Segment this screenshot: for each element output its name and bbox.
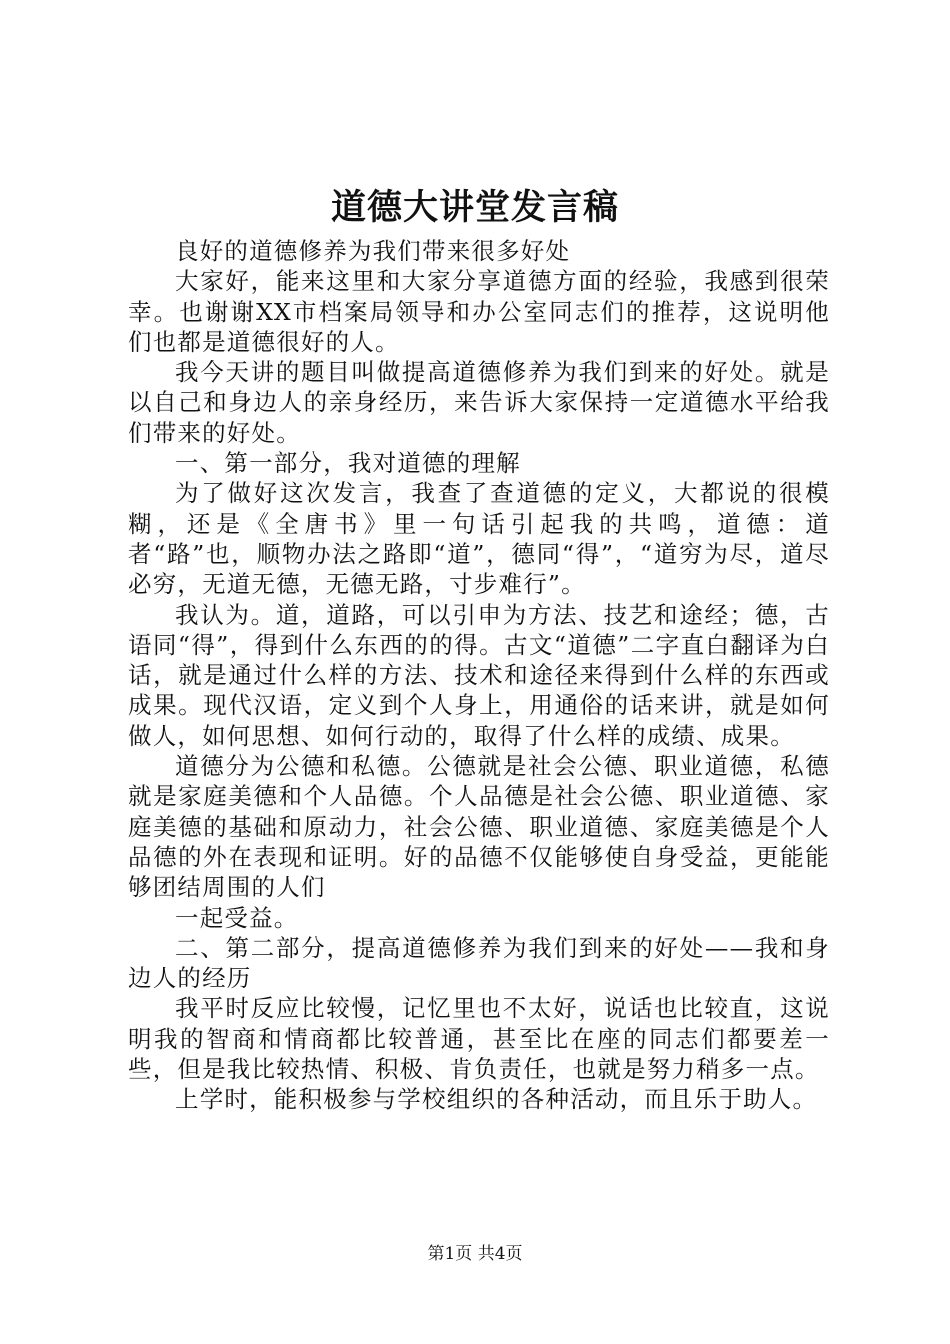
section-heading: 一、第一部分，我对道德的理解 [175, 449, 521, 478]
paragraph: 我认为。道，道路，可以引申为方法、技艺和途经；德，古语同“得”，得到什么东西的的得。古文“道德”二字直白翻译为白话，就是通过什么样的方法、技术和途径来得到什么样的东西或成果。现代汉语，定义到个人身上，用通俗的话来讲，就是如何做人，如何思想、如何行动的，取得了什么样的成绩、成果。 [128, 600, 830, 750]
paragraph: 良好的道德修养为我们带来很多好处 [175, 237, 571, 265]
section-heading: 二、第二部分，提高道德修养为我们到来的好处——我和身边人的经历 [128, 933, 830, 993]
paragraph: 一起受益。 [175, 903, 299, 932]
paragraph: 我平时反应比较慢，记忆里也不太好，说话也比较直，这说明我的智商和情商都比较普通，甚至比在座的同志们都要差一些，但是我比较热情、积极、肯负责任，也就是努力稍多一点。 [128, 994, 830, 1084]
paragraph: 我今天讲的题目叫做提高道德修养为我们到来的好处。就是以自己和身边人的亲身经历，来告诉大家保持一定道德水平给我们带来的好处。 [128, 358, 830, 447]
paragraph: 为了做好这次发言，我查了查道德的定义，大都说的很模糊，还是《全唐书》里一句话引起我的共鸣，道德：道者“路”也，顺物办法之路即“道”，德同“得”，“道穷为尽，道尽必穷，无道无德，无德无路，寸步难行”。 [128, 479, 830, 599]
paragraph: 大家好，能来这里和大家分享道德方面的经验，我感到很荣幸。也谢谢XX市档案局领导和办公室同志们的推荐，这说明他们也都是道德很好的人。 [128, 267, 830, 356]
page-number-footer: 第1页 共4页 [427, 1244, 523, 1264]
document-body [128, 236, 830, 1115]
paragraph: 上学时，能积极参与学校组织的各种活动，而且乐于助人。 [175, 1085, 818, 1114]
page-title: 道德大讲堂发言稿 [330, 187, 619, 228]
paragraph: 道德分为公德和私德。公德就是社会公德、职业道德，私德就是家庭美德和个人品德。个人品德是社会公德、职业道德、家庭美德的基础和原动力，社会公德、职业道德、家庭美德是个人品德的外在表现和证明。好的品德不仅能够使自身受益，更能能够团结周围的人们 [128, 752, 830, 902]
